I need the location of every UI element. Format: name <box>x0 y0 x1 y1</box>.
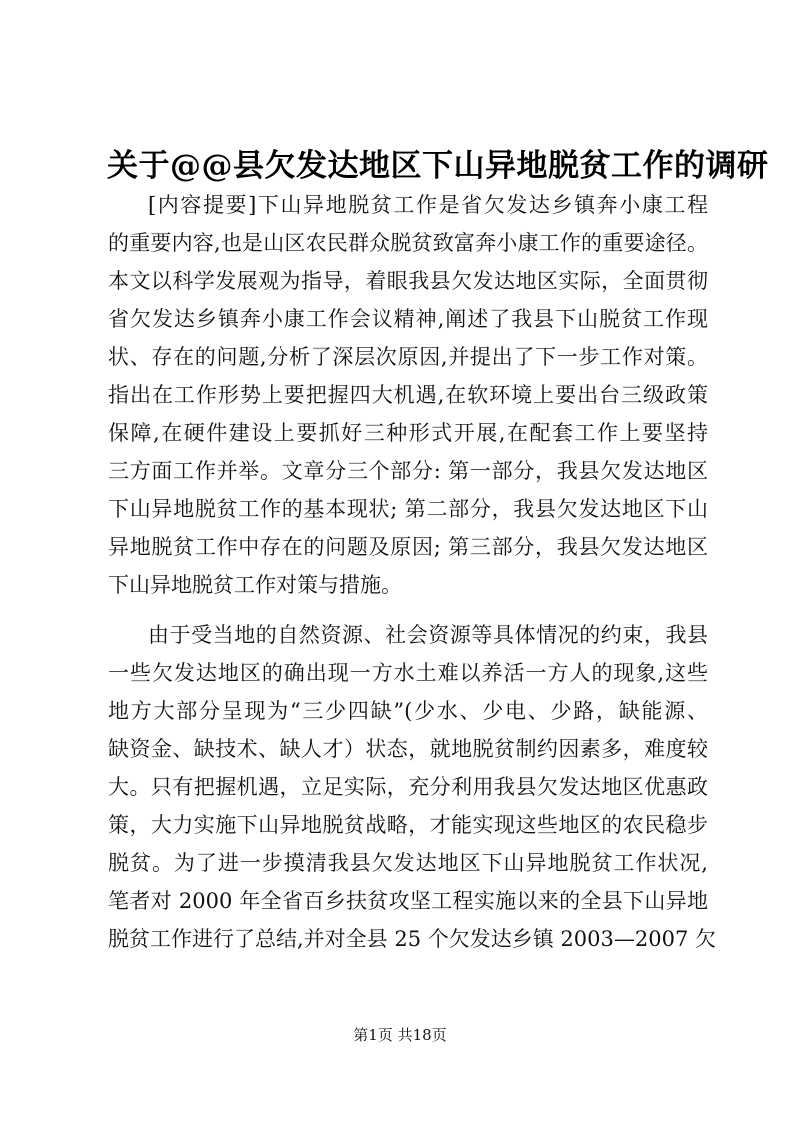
text-line: 脱贫。为了进一步摸清我县欠发达地区下山异地脱贫工作状况, <box>108 851 708 875</box>
document-body <box>108 186 716 958</box>
text-line: 下山异地脱贫工作的基本现状; 第二部分，我县欠发达地区下山 <box>108 497 708 521</box>
text-line: 保障,在硬件建设上要抓好三种形式开展,在配套工作上要坚持 <box>108 421 708 445</box>
text-line: 异地脱贫工作中存在的问题及原因; 第三部分，我县欠发达地区 <box>108 535 708 559</box>
text-line: 状、存在的问题,分析了深层次原因,并提出了下一步工作对策。 <box>108 345 708 369</box>
text-line: 由于受当地的自然资源、社会资源等具体情况的约束，我县 <box>148 623 708 647</box>
text-line: 一些欠发达地区的确出现一方水土难以养活一方人的现象,这些 <box>108 661 708 685</box>
text-line: 缺资金、缺技术、缺人才）状态，就地脱贫制约因素多，难度较 <box>108 737 708 761</box>
text-line: 的重要内容,也是山区农民群众脱贫致富奔小康工作的重要途径。 <box>108 231 708 255</box>
paragraph-abstract <box>108 186 708 604</box>
text-line: 笔者对 2000 年全省百乡扶贫攻坚工程实施以来的全县下山异地 <box>108 889 708 913</box>
paragraph-body <box>108 616 716 958</box>
text-line: 三方面工作并举。文章分三个部分: 第一部分，我县欠发达地区 <box>108 459 708 483</box>
text-line: 指出在工作形势上要把握四大机遇,在软环境上要出台三级政策 <box>108 383 708 407</box>
text-line: 脱贫工作进行了总结,并对全县 25 个欠发达乡镇 2003—2007 欠 <box>108 927 716 951</box>
text-line: 大。只有把握机遇，立足实际，充分利用我县欠发达地区优惠政 <box>108 775 708 799</box>
text-line: [内容提要]下山异地脱贫工作是省欠发达乡镇奔小康工程 <box>148 193 708 217</box>
text-line: 地方大部分呈现为“三少四缺”(少水、少电、少路，缺能源、 <box>108 699 708 723</box>
text-line: 省欠发达乡镇奔小康工作会议精神,阐述了我县下山脱贫工作现 <box>108 307 708 331</box>
text-line: 下山异地脱贫工作对策与措施。 <box>108 573 402 597</box>
text-line: 本文以科学发展观为指导，着眼我县欠发达地区实际，全面贯彻 <box>108 269 708 293</box>
document-title: 关于@@县欠发达地区下山异地脱贫工作的调研 <box>107 148 769 184</box>
page-footer: 第1页 共18页 <box>353 1026 447 1044</box>
text-line: 策，大力实施下山异地脱贫战略，才能实现这些地区的农民稳步 <box>108 813 708 837</box>
